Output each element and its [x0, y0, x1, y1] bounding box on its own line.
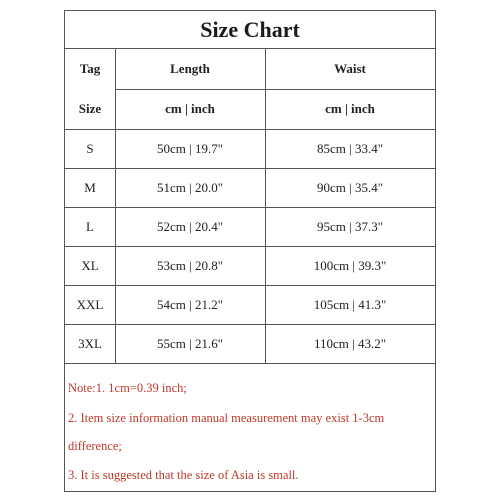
header-tag-label: Tag	[79, 61, 101, 76]
grid-line-h6	[65, 324, 435, 325]
waist-cell: 105cm | 41.3"	[313, 296, 387, 312]
size-cell: XXL	[76, 296, 104, 312]
header-length-unit: cm | inch	[165, 101, 215, 116]
size-chart	[64, 10, 436, 492]
grid-line-h2	[65, 168, 435, 169]
header-waist: Waist	[334, 61, 366, 76]
size-cell: L	[86, 218, 94, 234]
note-line-2: 2. Item size information manual measurement may exist 1-3cm	[68, 411, 385, 425]
size-cell: 3XL	[78, 335, 102, 351]
waist-cell: 90cm | 35.4"	[316, 179, 384, 195]
grid-line-h0b	[115, 89, 435, 90]
length-cell: 52cm | 20.4"	[156, 218, 224, 234]
note-line-3: difference;	[68, 439, 122, 453]
grid-line-h1	[65, 129, 435, 130]
header-size	[65, 89, 115, 129]
header-length: Length	[170, 61, 210, 76]
length-cell: 54cm | 21.2"	[156, 296, 224, 312]
waist-cell: 85cm | 33.4"	[316, 140, 384, 156]
length-cell: 51cm | 20.0"	[156, 179, 224, 195]
length-cell: 53cm | 20.8"	[156, 257, 224, 273]
size-cell: M	[84, 179, 96, 195]
size-cell: XL	[81, 257, 99, 273]
grid-line-h3	[65, 207, 435, 208]
chart-title: Size Chart	[65, 11, 435, 49]
grid-line-h4	[65, 246, 435, 247]
grid-line-h7	[65, 363, 435, 364]
waist-cell: 100cm | 39.3"	[313, 257, 387, 273]
grid-line-h5	[65, 285, 435, 286]
header-waist-unit: cm | inch	[325, 101, 375, 116]
header-tag	[65, 49, 115, 89]
size-cell: S	[86, 140, 94, 156]
note-line-4: 3. It is suggested that the size of Asia is small.	[68, 468, 299, 482]
grid-line-v1	[115, 49, 116, 363]
waist-cell: 95cm | 37.3"	[316, 218, 384, 234]
grid-line-v2	[265, 49, 266, 363]
length-cell: 50cm | 19.7"	[156, 140, 224, 156]
waist-cell: 110cm | 43.2"	[313, 335, 387, 351]
header-size-label: Size	[78, 101, 102, 116]
note-line-1: Note:1. 1cm=0.39 inch;	[68, 381, 187, 395]
length-cell: 55cm | 21.6"	[156, 335, 224, 351]
